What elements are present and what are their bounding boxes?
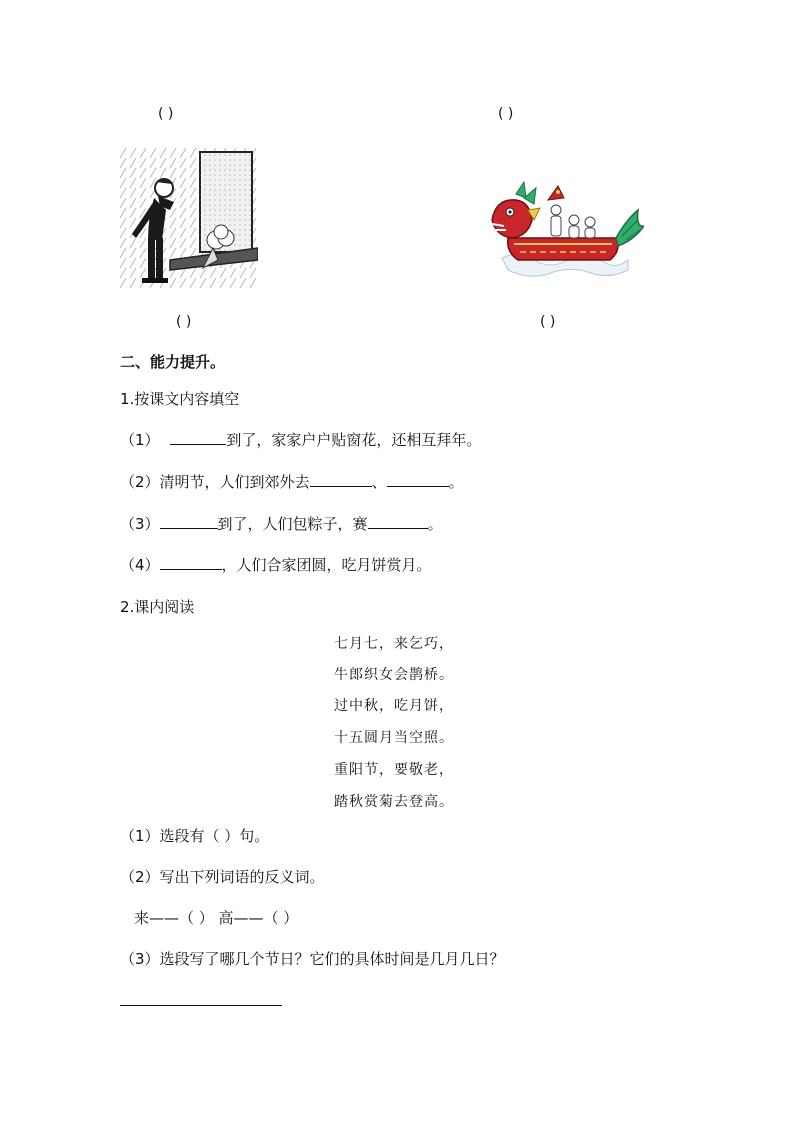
- blank-mid-autumn[interactable]: [160, 555, 222, 570]
- poem-line-5: 重阳节，要敬老，: [334, 762, 454, 778]
- q1-item-2: [120, 472, 464, 492]
- answer-paren-caption-right[interactable]: ( ): [540, 314, 556, 330]
- answer-paren-top-left[interactable]: ( ): [158, 106, 174, 122]
- q1-item-3: [120, 514, 443, 534]
- section-heading: 二、能力提升。: [120, 353, 226, 371]
- q1-item-3-end: 。: [427, 515, 443, 533]
- dragon-boat-illustration: [488, 180, 644, 280]
- q2-sub2: （2）写出下列词语的反义词。: [120, 868, 325, 886]
- answer-paren-top-right[interactable]: ( ): [498, 106, 514, 122]
- q2-sub1: （1）选段有（ ）句。: [120, 827, 270, 845]
- q1-item-4: [120, 555, 432, 575]
- blank-race[interactable]: [368, 514, 428, 529]
- q1-item-4-num: （4）: [120, 556, 160, 574]
- poem-line-3: 过中秋，吃月饼，: [334, 698, 454, 714]
- q1-item-1: [120, 430, 481, 450]
- poem-line-4: 十五圆月当空照。: [334, 730, 454, 746]
- q2-sub3: （3）选段写了哪几个节日？它们的具体时间是几月几日？: [120, 950, 505, 968]
- answer-paren-caption-left[interactable]: ( ): [176, 314, 192, 330]
- q1-title: 1.按课文内容填空: [120, 390, 240, 408]
- q1-item-3-text: 到了，人们包粽子，赛: [217, 515, 368, 533]
- q1-item-2-sep: 、: [371, 473, 387, 491]
- q2-antonyms: 来——（ ） 高——（ ）: [134, 909, 299, 927]
- q1-item-2-text: 清明节，人们到郊外去: [159, 473, 310, 491]
- q1-item-1-num: （1）: [120, 431, 160, 449]
- blank-qingming-2[interactable]: [387, 472, 449, 487]
- q1-item-2-end: 。: [448, 473, 464, 491]
- q1-item-4-text: ，人们合家团圆，吃月饼赏月。: [221, 556, 432, 574]
- q1-item-1-text: 到了，家家户户贴窗花，还相互拜年。: [226, 431, 482, 449]
- blank-spring-festival[interactable]: [170, 430, 226, 445]
- blank-qingming-1[interactable]: [310, 472, 372, 487]
- poem-line-1: 七月七，来乞巧，: [334, 636, 454, 652]
- blank-dragon-boat-festival[interactable]: [160, 514, 218, 529]
- q2-title: 2.课内阅读: [120, 598, 195, 616]
- poem-line-2: 牛郎织女会鹊桥。: [334, 667, 454, 683]
- answer-line[interactable]: [120, 1004, 282, 1006]
- q1-item-2-num: （2）: [120, 473, 160, 491]
- poem-line-6: 踏秋赏菊去登高。: [334, 794, 454, 810]
- q1-item-3-num: （3）: [120, 515, 160, 533]
- qingming-tomb-illustration: [118, 148, 258, 288]
